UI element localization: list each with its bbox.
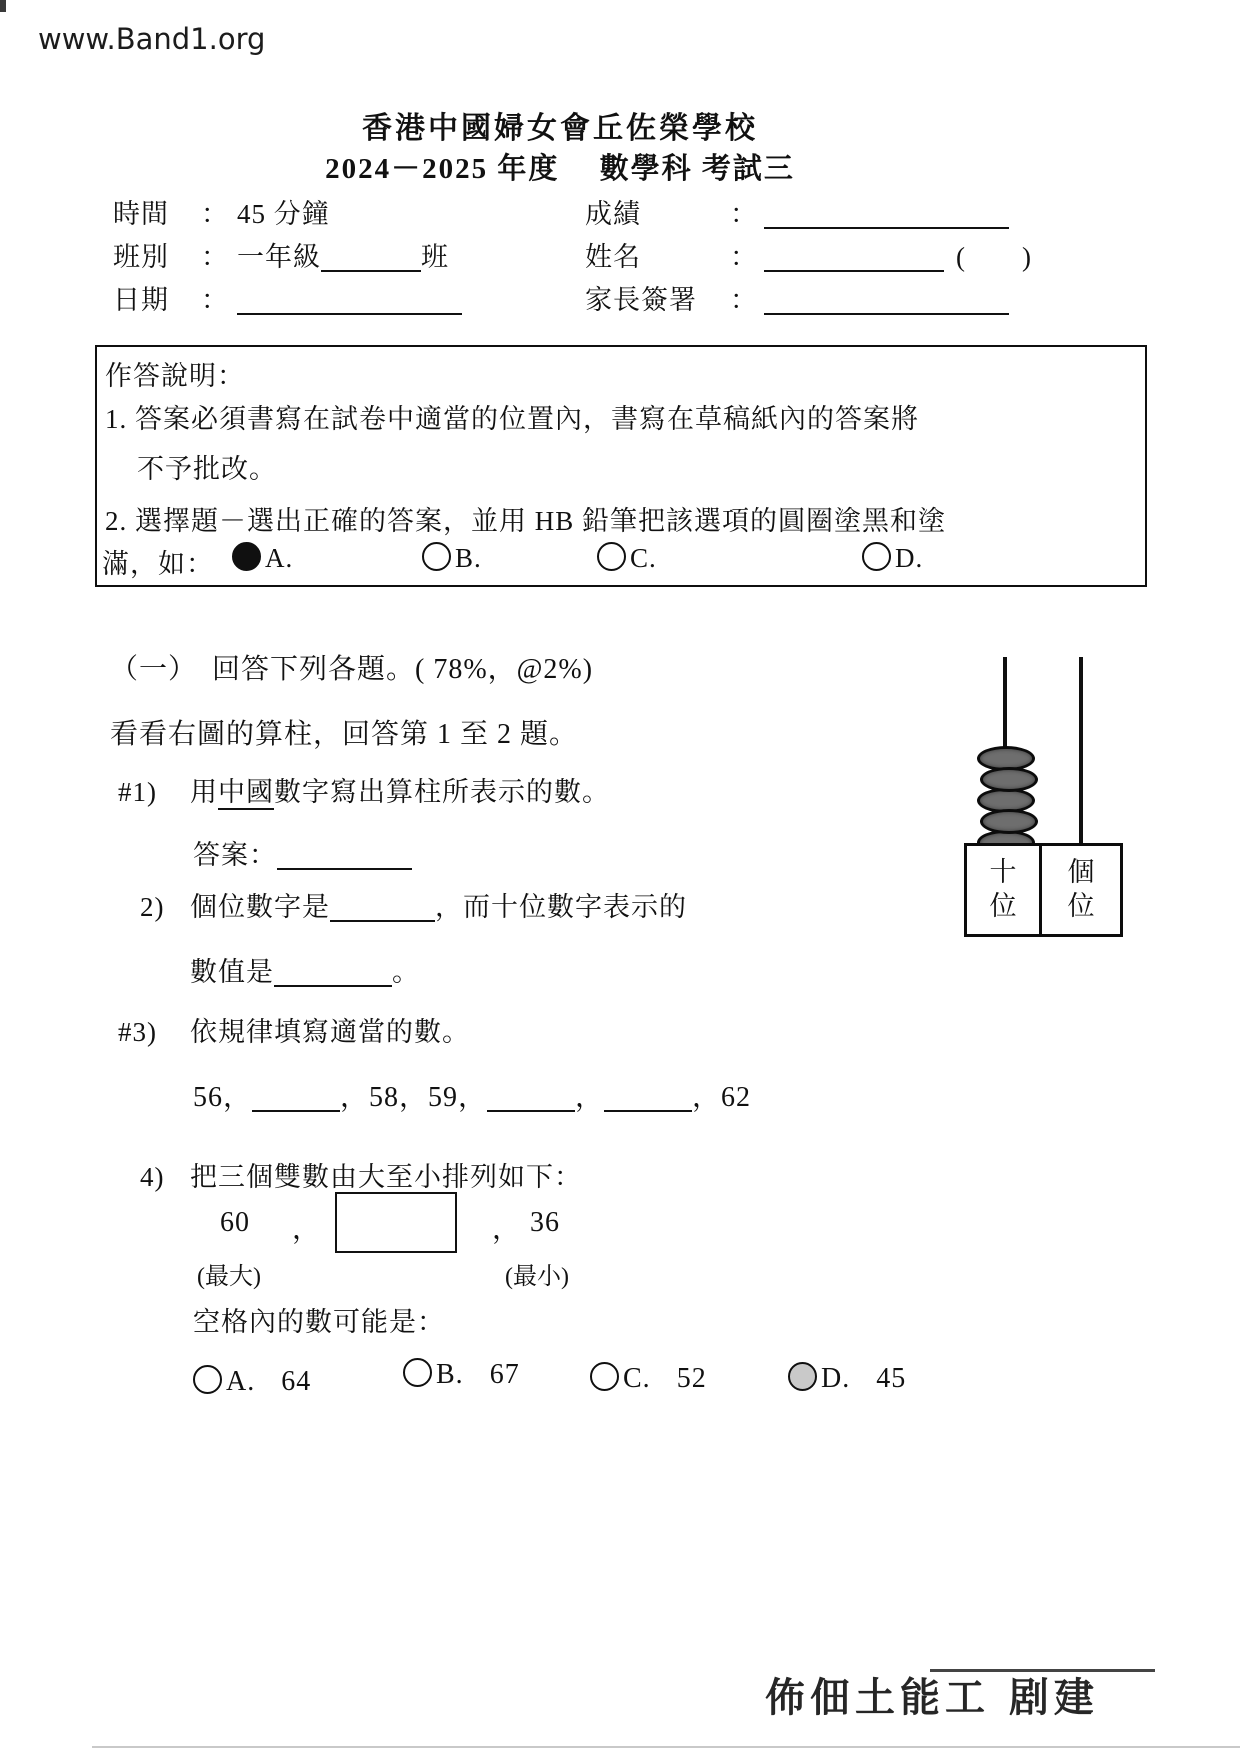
class-row xyxy=(113,235,449,274)
name-colon: ： xyxy=(730,242,758,272)
q4-last-value: 36 xyxy=(530,1207,560,1238)
q4-last-note: (最小) xyxy=(505,1264,569,1290)
abacus-bead xyxy=(980,767,1038,792)
date-label: 日期 xyxy=(113,285,169,315)
date-blank[interactable] xyxy=(237,283,462,315)
q2-blank-1[interactable] xyxy=(330,890,435,922)
school-name: 香港中國婦女會丘佐榮學校 xyxy=(362,112,758,145)
q3-seq-part-3: ， xyxy=(575,1082,605,1113)
q4-first-value: 60 xyxy=(220,1207,250,1238)
class-suffix: 班 xyxy=(421,242,449,272)
example-option-c xyxy=(597,542,657,574)
class-prefix: 一年級 xyxy=(237,242,321,272)
answer-label: 答案： xyxy=(193,840,277,870)
date-row xyxy=(113,278,462,317)
q3-blank-2[interactable] xyxy=(487,1080,575,1112)
instruction-1-line-1: 1. 答案必須書寫在試卷中適當的位置內，書寫在草稿紙內的答案將 xyxy=(105,404,919,434)
name-label: 姓名 xyxy=(585,242,641,272)
parent-sign-label: 家長簽署 xyxy=(585,285,697,315)
example-option-b-label: B. xyxy=(455,543,482,573)
q4-option-a-value: 64 xyxy=(281,1366,312,1397)
question-3-number: #3) xyxy=(118,1017,157,1047)
q4-first-note: (最大) xyxy=(197,1264,261,1290)
question-2-line-2 xyxy=(190,950,420,989)
question-4 xyxy=(140,1155,582,1194)
answer-bubble-c[interactable] xyxy=(590,1362,619,1391)
empty-bubble-icon xyxy=(422,542,451,571)
q3-seq-part-2: ，58，59， xyxy=(340,1082,488,1113)
q1-underlined-term: 中國 xyxy=(218,777,274,810)
tens-label-char-1: 十 xyxy=(989,857,1017,888)
exam-title: 2024－2025 年度 數學科 考試三 xyxy=(325,153,795,185)
q2-blank-2[interactable] xyxy=(274,955,392,987)
publisher-watermark xyxy=(765,1675,1099,1719)
section-heading: （一） 回答下列各題。( 78%，@2%) xyxy=(110,654,594,685)
section-intro: 看看右圖的算柱，回答第 1 至 2 題。 xyxy=(110,719,579,750)
watermark-strike-line xyxy=(930,1669,1155,1672)
score-label: 成績 xyxy=(585,199,641,229)
time-colon: ： xyxy=(201,199,229,229)
q2-text-1a: 個位數字是 xyxy=(190,892,330,922)
scan-corner-artifact xyxy=(0,0,6,12)
name-row xyxy=(585,235,1032,274)
q3-blank-3[interactable] xyxy=(604,1080,692,1112)
example-option-b xyxy=(422,542,482,574)
q3-blank-1[interactable] xyxy=(252,1080,340,1112)
parent-sign-row xyxy=(585,278,1009,317)
question-3-sequence xyxy=(193,1075,751,1115)
question-1-answer-row xyxy=(193,833,412,872)
q4-option-c xyxy=(590,1362,707,1395)
site-watermark: www.Band1.org xyxy=(38,22,266,56)
class-colon: ： xyxy=(201,242,229,272)
name-blank[interactable] xyxy=(764,240,944,272)
time-label: 時間 xyxy=(113,199,169,229)
q4-option-d-value: 45 xyxy=(876,1363,907,1394)
abacus-ones-rod xyxy=(1079,657,1083,847)
question-4-number: 4) xyxy=(140,1162,165,1192)
class-blank[interactable] xyxy=(321,240,421,272)
question-2-line-1 xyxy=(140,885,687,924)
abacus-ones-box xyxy=(1039,843,1123,937)
answer-bubble-a[interactable] xyxy=(193,1365,222,1394)
q4-option-b xyxy=(403,1358,520,1391)
abacus-tens-box xyxy=(964,843,1042,937)
instruction-2-prefix: 滿，如： xyxy=(102,549,214,579)
time-value: 45 分鐘 xyxy=(237,199,330,229)
parent-colon: ： xyxy=(730,285,758,315)
class-label: 班別 xyxy=(113,242,169,272)
abacus-bead xyxy=(980,809,1038,834)
score-blank[interactable] xyxy=(764,197,1009,229)
time-row xyxy=(113,192,330,231)
question-3 xyxy=(118,1010,470,1049)
score-row xyxy=(585,192,1009,231)
question-1-number: #1) xyxy=(118,777,157,807)
question-1 xyxy=(118,770,610,809)
ones-label-char-1: 個 xyxy=(1067,857,1095,888)
answer-bubble-d[interactable] xyxy=(788,1362,817,1391)
q3-seq-part-4: ，62 xyxy=(692,1082,752,1113)
q2-text-2a: 數值是 xyxy=(190,957,274,987)
date-colon: ： xyxy=(201,285,229,315)
q4-option-d-label: D. xyxy=(821,1363,851,1394)
q4-text: 把三個雙數由大至小排列如下： xyxy=(190,1162,582,1192)
instruction-1-line-2: 不予批改。 xyxy=(137,454,277,484)
q4-option-d xyxy=(788,1362,906,1395)
q4-option-a-label: A. xyxy=(226,1366,256,1397)
question-2-number: 2) xyxy=(140,892,165,922)
example-option-a-label: A. xyxy=(265,543,294,573)
instructions-title: 作答說明： xyxy=(105,361,245,391)
q4-comma-1: ， xyxy=(292,1214,322,1245)
q4-answer-box[interactable] xyxy=(335,1192,457,1253)
empty-bubble-icon xyxy=(597,542,626,571)
q2-text-2b: 。 xyxy=(392,957,420,987)
q4-comma-2: ， xyxy=(492,1214,522,1245)
example-option-c-label: C. xyxy=(630,543,657,573)
score-colon: ： xyxy=(730,199,758,229)
q3-text: 依規律填寫適當的數。 xyxy=(190,1017,470,1047)
q1-answer-blank[interactable] xyxy=(277,838,412,870)
q2-text-1b: ，而十位數字表示的 xyxy=(435,892,687,922)
ones-label-char-2: 位 xyxy=(1067,891,1095,921)
q4-option-c-label: C. xyxy=(623,1363,651,1394)
tens-label-char-2: 位 xyxy=(989,891,1017,921)
example-option-a xyxy=(232,542,293,574)
answer-bubble-b[interactable] xyxy=(403,1358,432,1387)
name-paren: ( ) xyxy=(956,242,1032,272)
example-option-d-label: D. xyxy=(895,543,924,573)
instructions-box xyxy=(95,345,1147,587)
q1-text-before: 用 xyxy=(190,777,218,807)
parent-sign-blank[interactable] xyxy=(764,283,1009,315)
example-option-d xyxy=(862,542,923,574)
abacus-tens-beads xyxy=(977,746,1037,851)
publisher-watermark-text: 佈佃土能工 剧建 xyxy=(765,1675,1099,1719)
instruction-2-line-1: 2. 選擇題－選出正確的答案，並用 HB 鉛筆把該選項的圓圈塗黑和塗 xyxy=(105,506,947,536)
q4-option-a xyxy=(193,1365,311,1398)
filled-bubble-icon xyxy=(232,542,261,571)
q3-seq-part-1: 56， xyxy=(193,1082,253,1113)
q4-option-b-label: B. xyxy=(436,1359,464,1390)
q4-option-c-value: 52 xyxy=(676,1363,707,1394)
empty-bubble-icon xyxy=(862,542,891,571)
q4-prompt: 空格內的數可能是： xyxy=(193,1307,445,1337)
scan-bottom-line xyxy=(92,1746,1240,1748)
q4-option-b-value: 67 xyxy=(489,1359,520,1390)
q1-text-after: 數字寫出算柱所表示的數。 xyxy=(274,777,610,807)
